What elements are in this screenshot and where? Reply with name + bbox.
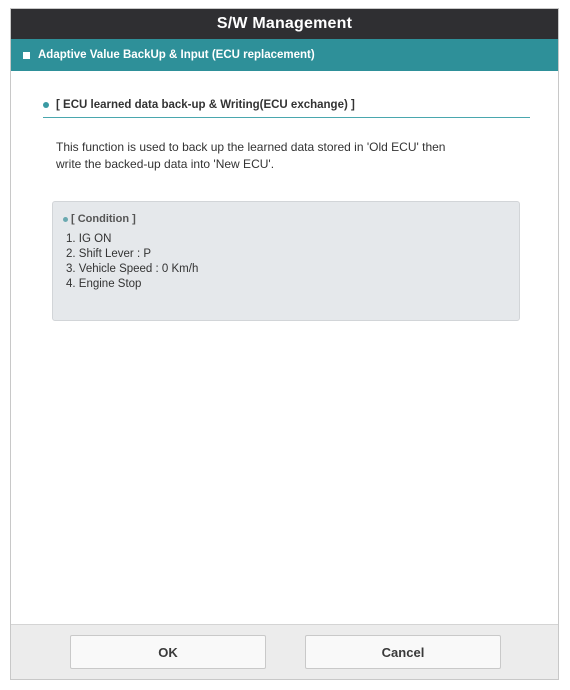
cancel-button[interactable]: Cancel — [305, 635, 501, 669]
description-line: This function is used to back up the learned data stored in 'Old ECU' then — [56, 140, 446, 154]
description-line: write the backed-up data into 'New ECU'. — [56, 157, 275, 171]
ok-button[interactable]: OK — [70, 635, 266, 669]
condition-item: 2. Shift Lever : P — [66, 248, 152, 260]
condition-title — [63, 213, 519, 225]
subheader-label: Adaptive Value BackUp & Input (ECU replacement) — [38, 49, 315, 61]
condition-item: 4. Engine Stop — [66, 278, 142, 290]
dialog-title: S/W Management — [11, 9, 558, 39]
function-description — [56, 139, 526, 173]
bullet-dot-icon — [43, 102, 49, 108]
condition-item: 3. Vehicle Speed : 0 Km/h — [66, 263, 199, 275]
section-heading — [43, 99, 530, 118]
section-heading-text: [ ECU learned data back-up & Writing(ECU exchange) ] — [56, 99, 355, 111]
square-bullet-icon — [23, 52, 30, 59]
condition-box — [52, 201, 520, 321]
sw-management-dialog — [10, 8, 559, 680]
condition-list — [63, 232, 519, 292]
bullet-dot-icon — [63, 217, 68, 222]
button-bar — [11, 624, 558, 679]
condition-item: 1. IG ON — [66, 233, 112, 245]
content-area — [11, 71, 558, 627]
subheader-bar — [11, 39, 558, 71]
condition-title-text: [ Condition ] — [71, 213, 136, 225]
